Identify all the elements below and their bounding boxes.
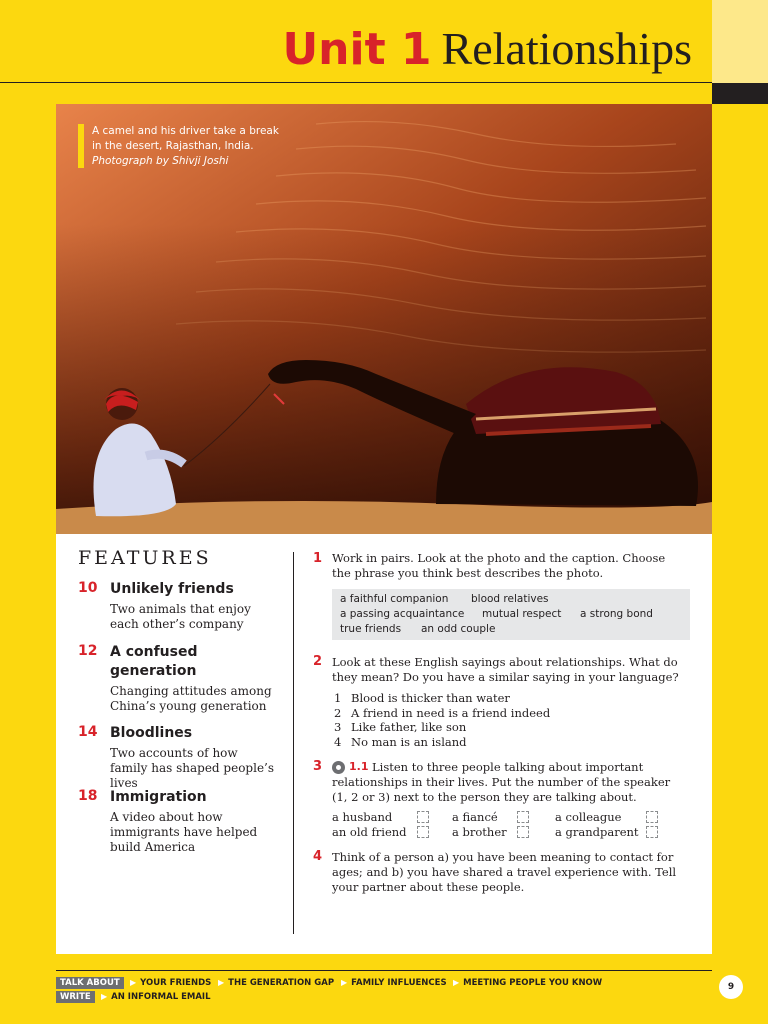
person-label: a husband bbox=[332, 810, 393, 824]
audio-track-number: 1.1 bbox=[349, 760, 369, 773]
saying-text: Blood is thicker than water bbox=[351, 691, 510, 705]
write-tag: WRITE bbox=[56, 991, 95, 1003]
person-label: a fiancé bbox=[452, 810, 498, 824]
feature-title: Immigration bbox=[110, 789, 207, 805]
exercise-3-text: Listen to three people talking about important relationships in their lives. Put the number of the speaker (1, 2 or 3) next to the person they are talking about. bbox=[332, 760, 671, 804]
exercise-number: 2 bbox=[313, 654, 323, 669]
saying-item bbox=[334, 720, 466, 735]
header-rule bbox=[0, 82, 712, 83]
phrase-option[interactable]: a strong bond bbox=[580, 608, 653, 620]
saying-text: A friend in need is a friend indeed bbox=[351, 706, 551, 720]
feature-description: Two animals that enjoy each other’s company bbox=[110, 602, 251, 631]
photo-credit: Photograph by Shivji Joshi bbox=[92, 155, 229, 167]
feature-title: A confused generation bbox=[110, 644, 198, 679]
exercise-1-text: Work in pairs. Look at the photo and the caption. Choose the phrase you think best describes the photo. bbox=[332, 551, 666, 580]
saying-number: 2 bbox=[334, 706, 342, 720]
saying-number: 1 bbox=[334, 691, 342, 705]
arrow-icon: ▶ bbox=[130, 978, 137, 987]
feature-page: 10 bbox=[78, 580, 98, 596]
phrase-option[interactable]: mutual respect bbox=[482, 608, 562, 620]
answer-checkbox[interactable] bbox=[517, 826, 529, 838]
feature-item[interactable] bbox=[78, 643, 278, 714]
person-label: an old friend bbox=[332, 825, 407, 839]
feature-item[interactable] bbox=[78, 788, 278, 855]
exercise-number: 1 bbox=[313, 551, 323, 566]
caption-line: A camel and his driver take a break bbox=[92, 125, 279, 137]
answer-checkbox[interactable] bbox=[417, 811, 429, 823]
page-title bbox=[282, 23, 692, 75]
exercise-number: 4 bbox=[313, 849, 323, 864]
person-label: a grandparent bbox=[555, 825, 639, 839]
feature-item[interactable] bbox=[78, 580, 278, 632]
saying-text: Like father, like son bbox=[351, 720, 467, 734]
feature-page: 12 bbox=[78, 643, 98, 659]
topic-label: MEETING PEOPLE YOU KNOW bbox=[463, 978, 603, 988]
caption-line: in the desert, Rajasthan, India. bbox=[92, 140, 254, 152]
phrase-option[interactable]: a passing acquaintance bbox=[340, 608, 465, 620]
side-tab bbox=[712, 0, 768, 83]
exercise-4-text: Think of a person a) you have been meaning to contact for ages; and b) you have shared a travel experience with. Tell your partner about these people. bbox=[332, 850, 677, 894]
topic-item[interactable] bbox=[101, 991, 211, 1003]
answer-checkbox[interactable] bbox=[646, 811, 658, 823]
page-number: 9 bbox=[719, 975, 743, 999]
topic-label: THE GENERATION GAP bbox=[228, 978, 335, 988]
feature-description: Changing attitudes among China’s young generation bbox=[110, 684, 272, 713]
saying-number: 4 bbox=[334, 735, 342, 749]
caption-bar bbox=[78, 124, 84, 168]
feature-title: Bloodlines bbox=[110, 725, 193, 741]
phrase-option[interactable]: an odd couple bbox=[421, 623, 496, 635]
column-divider bbox=[293, 552, 294, 934]
feature-description: Two accounts of how family has shaped people’s lives bbox=[110, 746, 275, 790]
feature-description: A video about how immigrants have helped build America bbox=[110, 810, 258, 854]
features-title: FEATURES bbox=[78, 547, 212, 569]
phrase-option[interactable]: true friends bbox=[340, 623, 402, 635]
exercise-2-text: Look at these English sayings about relationships. What do they mean? Do you have a similar saying in your language? bbox=[332, 655, 679, 684]
answer-checkbox[interactable] bbox=[417, 826, 429, 838]
phrase-option[interactable]: blood relatives bbox=[471, 593, 549, 605]
side-tab-marker bbox=[712, 83, 768, 104]
topic-label: YOUR FRIENDS bbox=[140, 978, 212, 988]
photo-caption bbox=[92, 124, 322, 169]
saying-number: 3 bbox=[334, 720, 342, 734]
feature-page: 14 bbox=[78, 724, 98, 740]
answer-checkbox[interactable] bbox=[517, 811, 529, 823]
answer-checkbox[interactable] bbox=[646, 826, 658, 838]
footer-rule bbox=[56, 970, 712, 971]
phrase-option[interactable]: a faithful companion bbox=[340, 593, 449, 605]
saying-item bbox=[334, 706, 550, 721]
arrow-icon: ▶ bbox=[453, 978, 460, 987]
topic-item[interactable] bbox=[218, 977, 334, 989]
talk-about-tag: TALK ABOUT bbox=[56, 977, 124, 989]
arrow-icon: ▶ bbox=[218, 978, 225, 987]
topic-item[interactable] bbox=[341, 977, 447, 989]
topic-label: AN INFORMAL EMAIL bbox=[111, 992, 211, 1002]
topic-item[interactable] bbox=[130, 977, 211, 989]
topic-label: FAMILY INFLUENCES bbox=[351, 978, 447, 988]
unit-title: Relationships bbox=[441, 23, 692, 74]
feature-page: 18 bbox=[78, 788, 98, 804]
person-label: a colleague bbox=[555, 810, 622, 824]
feature-item[interactable] bbox=[78, 724, 278, 791]
unit-label: Unit 1 bbox=[282, 24, 432, 75]
saying-item bbox=[334, 691, 510, 706]
person-label: a brother bbox=[452, 825, 507, 839]
saying-item bbox=[334, 735, 467, 750]
arrow-icon: ▶ bbox=[341, 978, 348, 987]
exercise-number: 3 bbox=[313, 759, 323, 774]
feature-title: Unlikely friends bbox=[110, 581, 234, 597]
saying-text: No man is an island bbox=[351, 735, 467, 749]
arrow-icon: ▶ bbox=[101, 992, 108, 1001]
topic-item[interactable] bbox=[453, 977, 602, 989]
